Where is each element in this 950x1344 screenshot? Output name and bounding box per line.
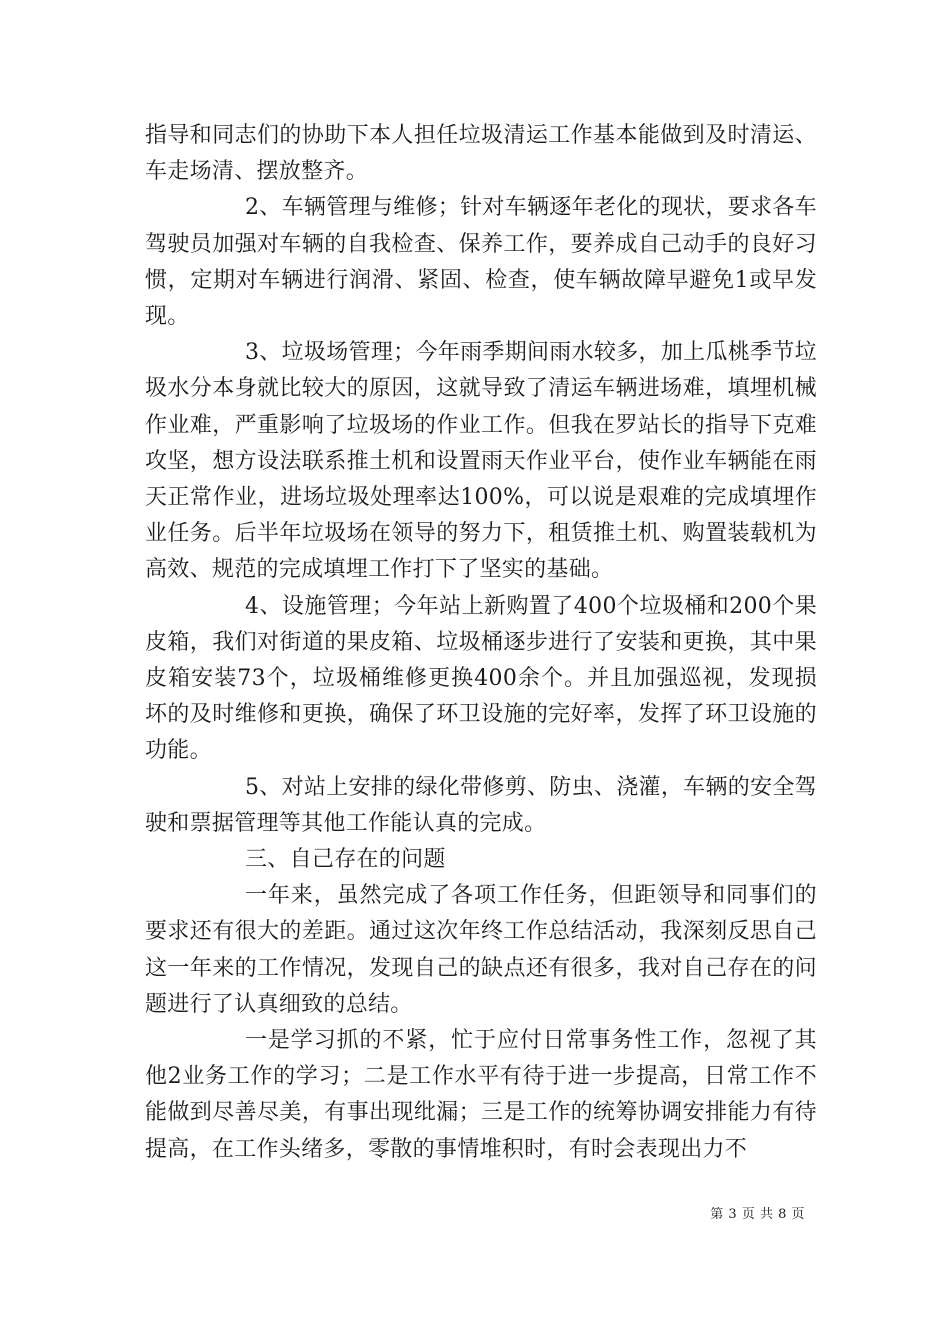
paragraph-landfill-management: 3、垃圾场管理；今年雨季期间雨水较多，加上瓜桃季节垃圾水分本身就比较大的原因，这就导致了清运车辆进场难，填埋机械作业难，严重影响了垃圾场的作业工作。但我在罗站长的指导下克难攻坚，想方设法联系推土机和设置雨天作业平台，使作业车辆能在雨天正常作业，进场垃圾处理率达100%，可以说是艰难的完成填埋作业任务。后半年垃圾场在领导的努力下，租赁推土机、购置装载机为高效、规范的完成填埋工作打下了坚实的基础。 [145, 340, 817, 583]
paragraph-problems-intro: 一年来，虽然完成了各项工作任务，但距领导和同事们的要求还有很大的差距。通过这次年终工作总结活动，我深刻反思自己这一年来的工作情况，发现自己的缺点还有很多，我对自己存在的问题进行了认真细致的总结。 [145, 883, 817, 1017]
page-number: 第 3 页 共 8 页 [710, 1207, 805, 1222]
paragraph-continuation: 指导和同志们的协助下本人担任垃圾清运工作基本能做到及时清运、车走场清、摆放整齐。 [145, 123, 817, 185]
section-heading-problems: 三、自己存在的问题 [245, 847, 446, 873]
paragraph-facility-management: 4、设施管理；今年站上新购置了400个垃圾桶和200个果皮箱，我们对街道的果皮箱、垃圾桶逐步进行了安装和更换，其中果皮箱安装73个，垃圾桶维修更换400余个。并且加强巡视，发现损坏的及时维修和更换，确保了环卫设施的完好率，发挥了环卫设施的功能。 [145, 593, 817, 764]
document-body [145, 118, 817, 1168]
paragraph-vehicle-management: 2、车辆管理与维修；针对车辆逐年老化的现状，要求各车驾驶员加强对车辆的自我检查、保养工作，要养成自己动手的良好习惯，定期对车辆进行润滑、紧固、检查，使车辆故障早避免1或早发现。 [145, 195, 817, 330]
paragraph-problems-list: 一是学习抓的不紧，忙于应付日常事务性工作，忽视了其他2业务工作的学习；二是工作水平有待于进一步提高，日常工作不能做到尽善尽美，有事出现纰漏；三是工作的统筹协调安排能力有待提高，在工作头绪多，零散的事情堆积时，有时会表现出力不 [145, 1028, 817, 1162]
paragraph-other-work: 5、对站上安排的绿化带修剪、防虫、浇灌，车辆的安全驾驶和票据管理等其他工作能认真的完成。 [145, 774, 817, 836]
